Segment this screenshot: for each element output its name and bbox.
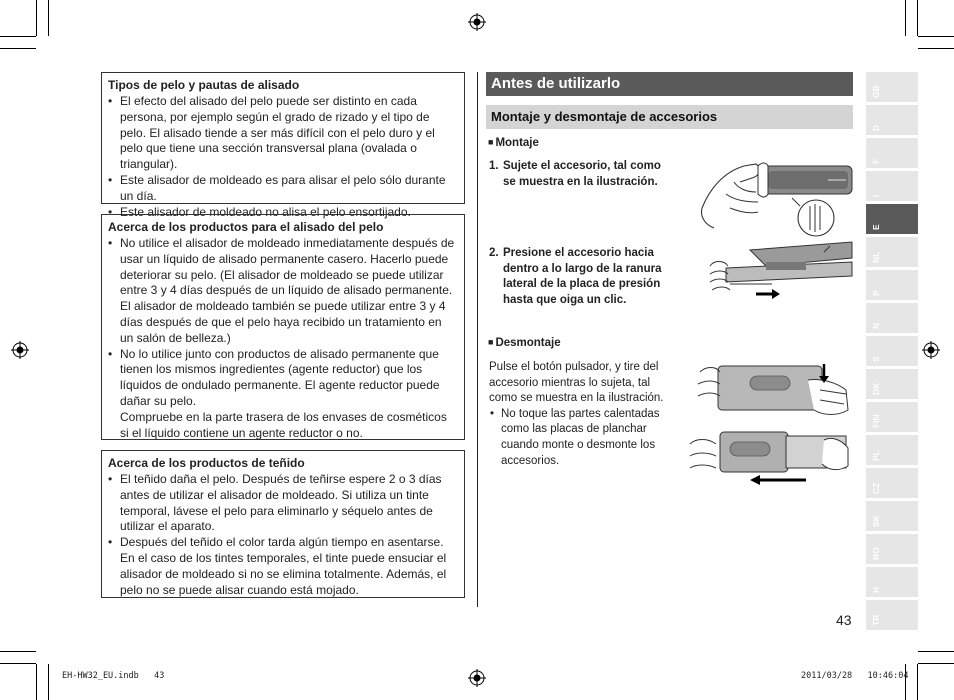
language-tab-f — [866, 138, 918, 168]
straightening-products-title: Acerca de los productos para el alisado del pelo — [108, 220, 384, 234]
language-tab-i — [866, 171, 918, 201]
list-item: • El teñido daña el pelo. Después de teñirse espere 2 o 3 días antes de utilizar el alisador de moldeado. Si utiliza un tinte temporal, lávese el pelo para eliminarlo y séquelo antes de utilizar el aparato. — [108, 472, 458, 535]
crop-mark — [918, 36, 954, 37]
crop-mark — [918, 663, 954, 664]
language-tab-label: DK — [871, 382, 881, 395]
crop-mark — [905, 0, 906, 36]
language-tab-label: N — [871, 322, 881, 329]
language-tab-ro — [866, 534, 918, 564]
crop-mark — [48, 0, 49, 36]
hair-types-box — [101, 72, 465, 219]
language-tab-e — [866, 204, 918, 234]
crop-mark — [917, 664, 918, 700]
list-item: • Después del teñido el color tarda algún tiempo en asentarse. En el caso de los tintes temporales, el tinte puede ensuciar el alisador de moldeado si no se elimina totalmente. Además, el pelo no se puede alisar cuando está mojado. — [108, 535, 458, 598]
step-2: 2. Presione el accesorio hacia dentro a lo largo de la ranura lateral de la placa de presión hasta que oiga un clic. — [489, 247, 662, 306]
crop-mark — [917, 0, 918, 36]
desmontaje-note: • No toque las partes calentadas como las placas de planchar cuando monte o desmonte los accesorios. — [489, 407, 671, 469]
square-bullet-icon: ■ — [488, 337, 494, 347]
crop-mark — [0, 663, 36, 664]
language-tab-label: NL — [871, 251, 881, 263]
language-tab-label: D — [871, 124, 881, 131]
crop-mark — [48, 664, 49, 700]
straightening-products-list — [108, 236, 458, 441]
dye-products-list — [108, 472, 458, 598]
registration-mark-icon — [922, 341, 940, 359]
language-tab-fin — [866, 402, 918, 432]
language-tab-label: S — [871, 356, 881, 362]
column-divider — [477, 72, 478, 607]
attachment-remove-illustration — [686, 424, 854, 488]
desmontaje-label: ■ Desmontaje — [488, 337, 561, 349]
language-tab-label: E — [871, 224, 881, 230]
attachment-hold-illustration — [696, 158, 854, 240]
footer-datetime: 2011/03/28 10:46:04 — [801, 671, 909, 681]
crop-mark — [0, 48, 36, 49]
section-heading: Antes de utilizarlo — [486, 72, 853, 96]
crop-mark — [905, 664, 906, 700]
section-subheading: Montaje y desmontaje de accesorios — [486, 105, 853, 129]
crop-mark — [918, 48, 954, 49]
language-tab-h — [866, 567, 918, 597]
crop-mark — [36, 664, 37, 700]
language-tab-label: RO — [871, 547, 881, 560]
dye-products-title: Acerca de los productos de teñido — [108, 456, 305, 470]
language-tab-label: TR — [871, 614, 881, 626]
language-tab-s — [866, 336, 918, 366]
list-item: • El efecto del alisado del pelo puede ser distinto en cada persona, por ejemplo según el grado de rizado y el tipo de pelo. El alisado tiende a ser más difícil con el pelo duro y el pelo que tiene una sección transversal plana (ovalada o triangular). — [108, 94, 458, 173]
straightening-products-box — [101, 214, 465, 440]
registration-mark-icon — [468, 669, 486, 687]
language-tab-sk — [866, 501, 918, 531]
reducing-agent-note: Compruebe en la parte trasera de los envases de cosméticos si el líquido contiene un agente reductor o no. — [120, 409, 447, 440]
crop-mark — [0, 651, 36, 652]
list-item: • No utilice el alisador de moldeado inmediatamente después de usar un líquido de alisado permanente casero. Hacerlo puede deteriorar su pelo. (El alisador de moldeado se puede utilizar entre 3 y 4 días después de un líquido de alisado permanente. El alisador de moldeado también se puede utilizar entre 3 y 4 días después de que el pelo haya recibido un tratamiento en un salón de belleza.) — [108, 236, 458, 347]
language-tab-p — [866, 270, 918, 300]
list-item: • No lo utilice junto con productos de alisado permanente que tienen los mismos ingredientes (agente reductor) que los líquidos de ondulado permanente. El agente reductor puede dañar su pelo. Compruebe en la parte trasera de los envases de cosméticos si el líquido contiene un agente reductor o no. — [108, 347, 458, 442]
release-button-illustration — [696, 360, 854, 422]
language-tab-label: P — [871, 290, 881, 296]
attachment-insert-illustration — [706, 240, 854, 302]
crop-mark — [918, 651, 954, 652]
language-tab-n — [866, 303, 918, 333]
language-tab-label: I — [871, 194, 881, 197]
footer-file: EH-HW32_EU.indb 43 — [62, 671, 165, 681]
language-tab-nl — [866, 237, 918, 267]
square-bullet-icon: ■ — [488, 137, 494, 147]
crop-mark — [36, 0, 37, 36]
list-item: • Este alisador de moldeado no alisa el pelo ensortijado. — [108, 205, 458, 221]
page-number: 43 — [836, 612, 852, 628]
language-tab-label: GB — [871, 85, 881, 98]
step-1: 1. Sujete el accesorio, tal como se muestra en la ilustración. — [489, 160, 661, 188]
language-tab-label: SK — [871, 515, 881, 527]
desmontaje-text: Pulse el botón pulsador, y tire del accesorio mientras lo sujeta, tal como se muestra en la ilustración. — [489, 361, 664, 405]
language-tab-label: H — [871, 586, 881, 593]
language-tab-label: FIN — [871, 414, 881, 428]
hair-types-list — [108, 94, 458, 220]
language-tab-tr — [866, 600, 918, 630]
crop-mark — [0, 36, 36, 37]
desmontaje-instructions — [489, 360, 671, 469]
registration-mark-icon — [468, 13, 486, 31]
list-item: • Este alisador de moldeado es para alisar el pelo sólo durante un día. — [108, 173, 458, 205]
montaje-label: ■ Montaje — [488, 137, 539, 149]
language-tab-label: CZ — [871, 482, 881, 494]
language-tab-label: F — [871, 158, 881, 164]
dye-products-box — [101, 450, 465, 598]
language-tab-pl — [866, 435, 918, 465]
registration-mark-icon — [11, 341, 29, 359]
language-tab-dk — [866, 369, 918, 399]
language-tab-gb — [866, 72, 918, 102]
language-tab-d — [866, 105, 918, 135]
language-tab-label: PL — [871, 450, 881, 461]
language-tab-cz — [866, 468, 918, 498]
hair-types-title: Tipos de pelo y pautas de alisado — [108, 78, 300, 92]
